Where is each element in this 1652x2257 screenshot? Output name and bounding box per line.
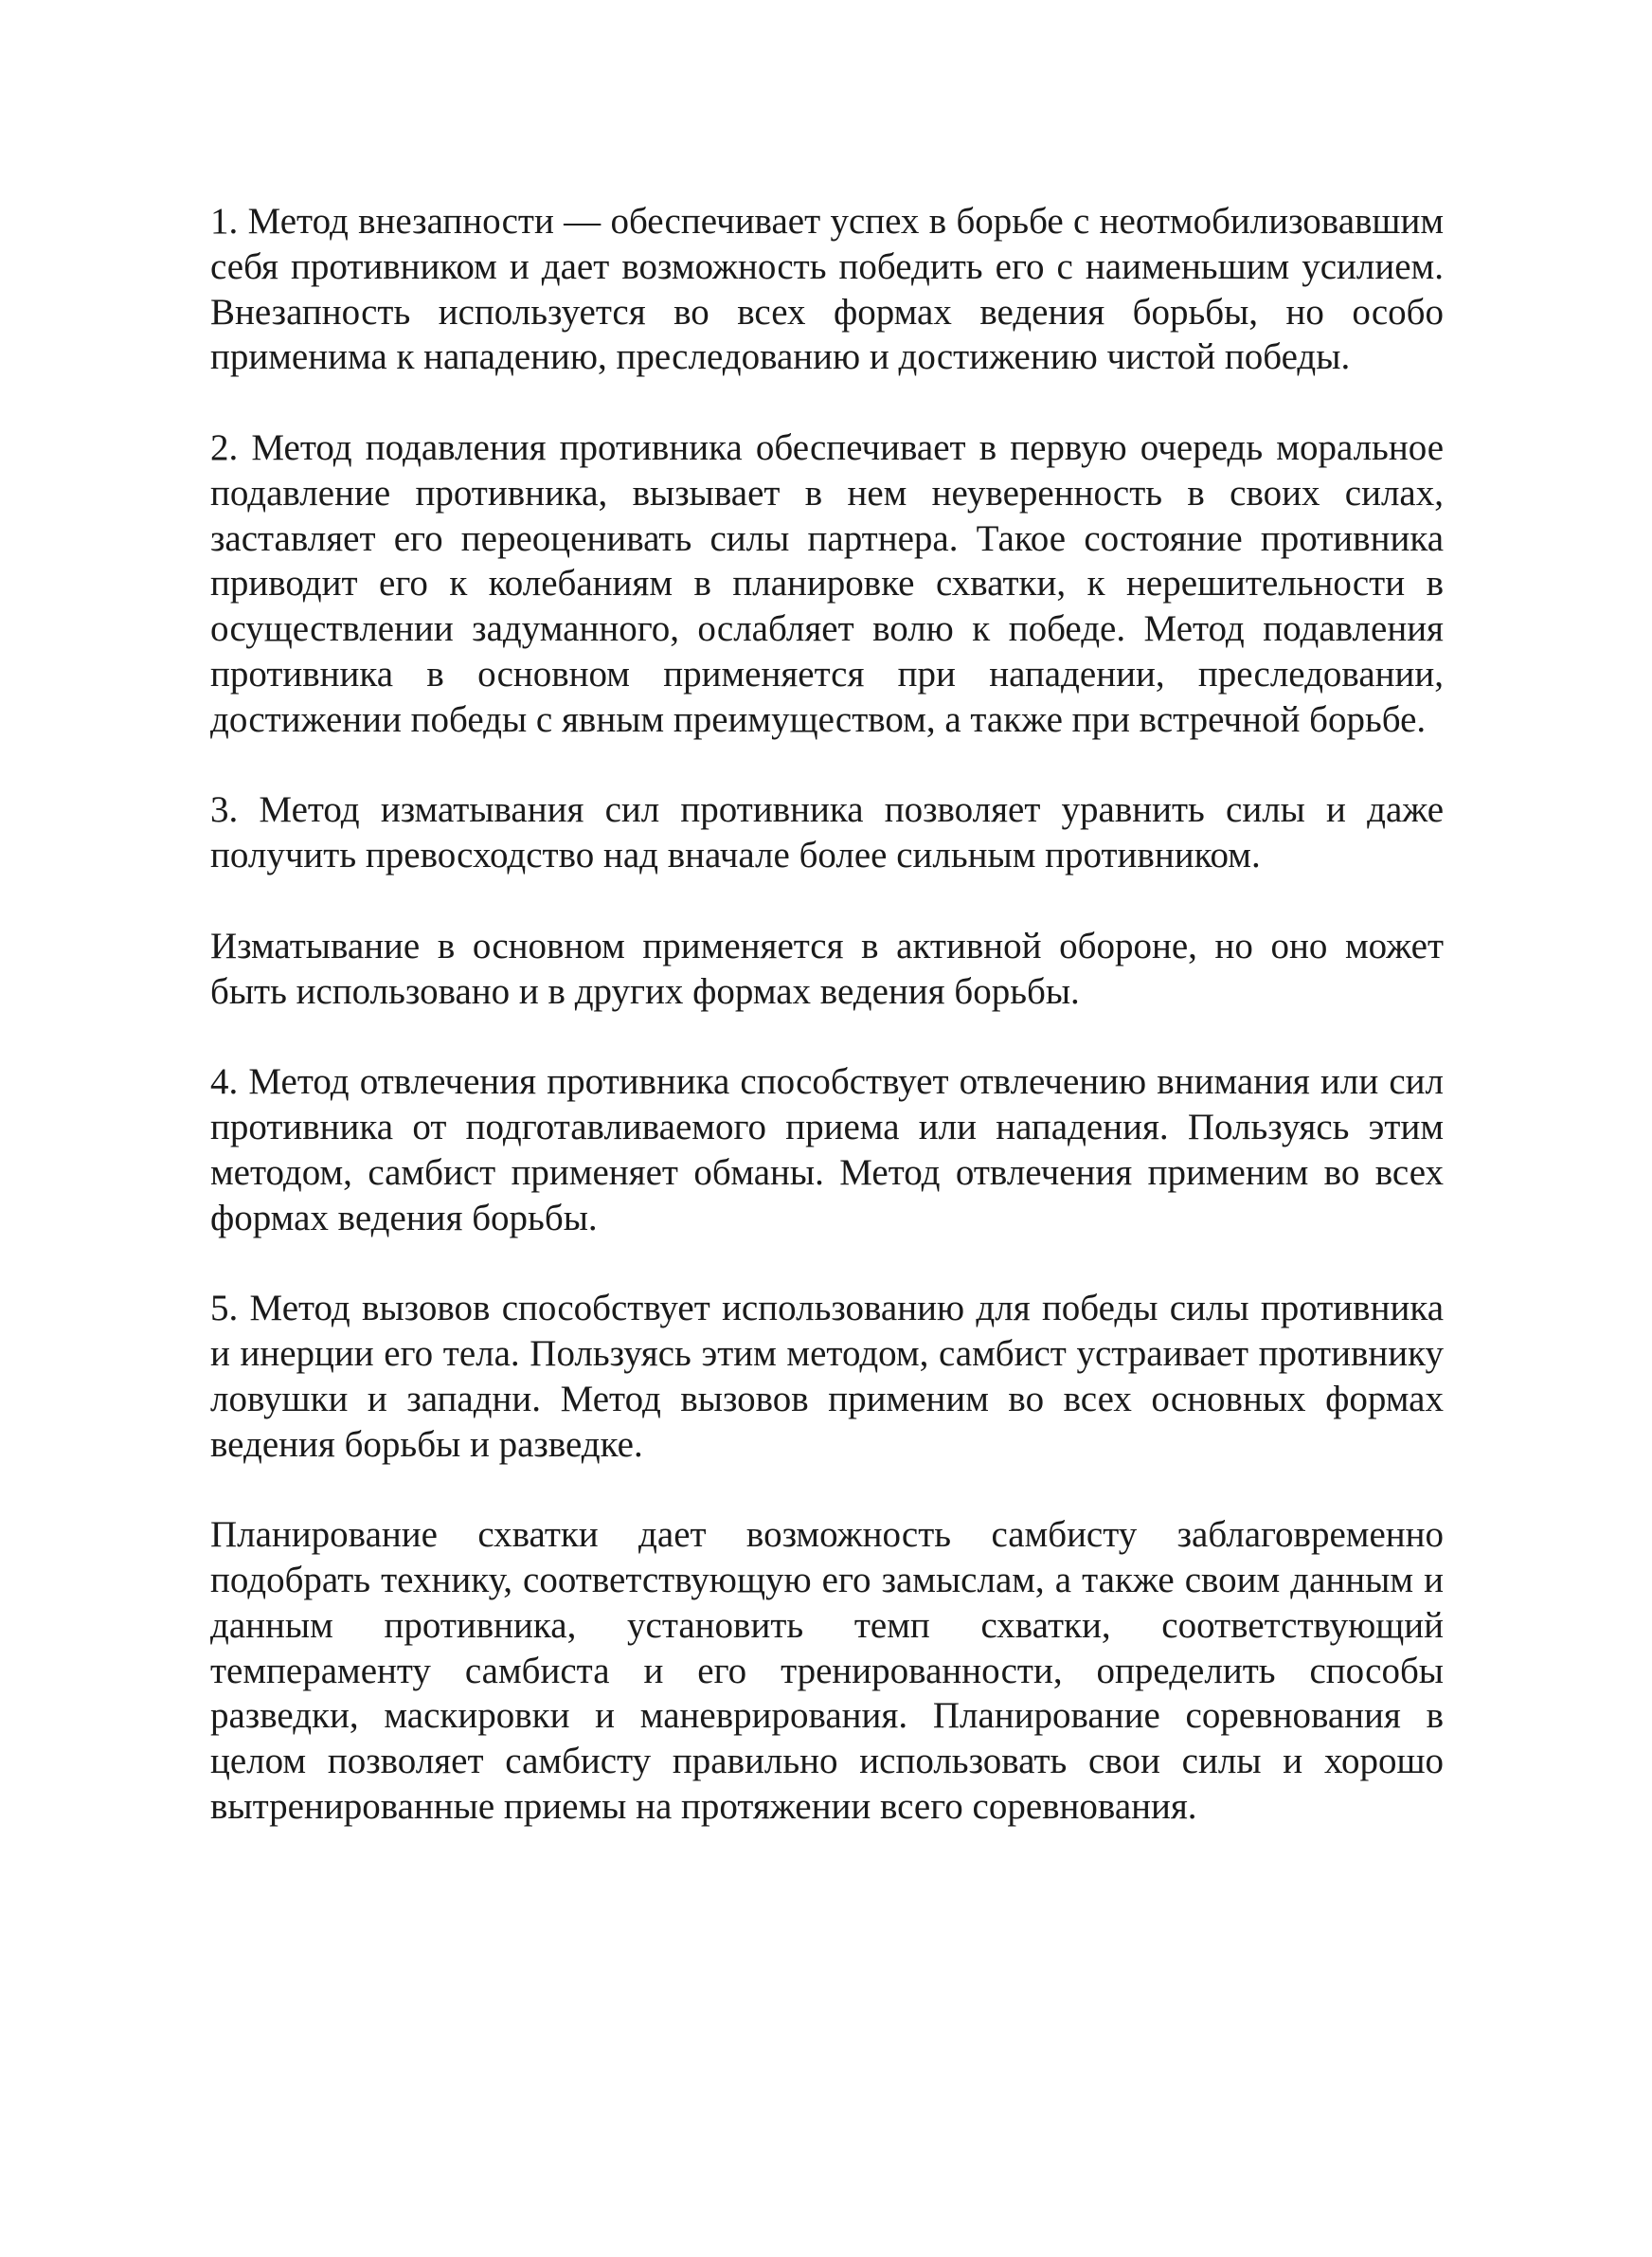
paragraph-method-surprise: 1. Метод внезапности — обеспечивает успех в борьбе с неотмобилизовавшим себя противником и дает возможность победить его с наименьшим усилием. Внезапность используется во всех формах ведения борьбы, но особо применима к нападению, преследованию и достижению чистой победы. xyxy=(210,201,1444,378)
paragraph-method-distraction: 4. Метод отвлечения противника способствует отвлечению внимания или сил противника от подготавливаемого приема или нападения. Пользуясь этим методом, самбист применяет обманы. Метод отвлечения применим во всех формах ведения борьбы. xyxy=(210,1061,1444,1238)
paragraph-method-challenges: 5. Метод вызовов способствует использованию для победы силы противника и инерции его тела. Пользуясь этим методом, самбист устраивает противнику ловушки и западни. Метод вызовов применим во всех основных формах ведения борьбы и разведке. xyxy=(210,1288,1444,1465)
paragraph-method-exhaustion: 3. Метод изматывания сил противника позволяет уравнить силы и даже получить превосходство над вначале более сильным противником. xyxy=(210,789,1444,876)
paragraph-method-suppression: 2. Метод подавления противника обеспечивает в первую очередь моральное подавление противника, вызывает в нем неуверенность в своих силах, заставляет его переоценивать силы партнера. Такое состояние противника приводит его к колебаниям в планировке схватки, к нерешительности в осуществлении задуманного, ослабляет волю к победе. Метод подавления противника в основном применяется при нападении, преследовании, достижении победы с явным преимуществом, а также при встречной борьбе. xyxy=(210,426,1444,740)
paragraph-exhaustion-usage: Изматывание в основном применяется в активной обороне, но оно может быть использовано и в других формах ведения борьбы. xyxy=(210,925,1444,1012)
paragraph-bout-planning: Планирование схватки дает возможность самбисту заблаговременно подобрать технику, соответствующую его замыслам, а также своим данным и данным противника, установить темп схватки, соответствующий темпераменту самбиста и его тренированности, определить способы разведки, маскировки и маневрирования. Планирование соревнования в целом позволяет самбисту правильно использовать свои силы и хорошо вытренированные приемы на протяжении всего соревнования. xyxy=(210,1514,1444,1827)
document-page xyxy=(210,199,1444,1874)
